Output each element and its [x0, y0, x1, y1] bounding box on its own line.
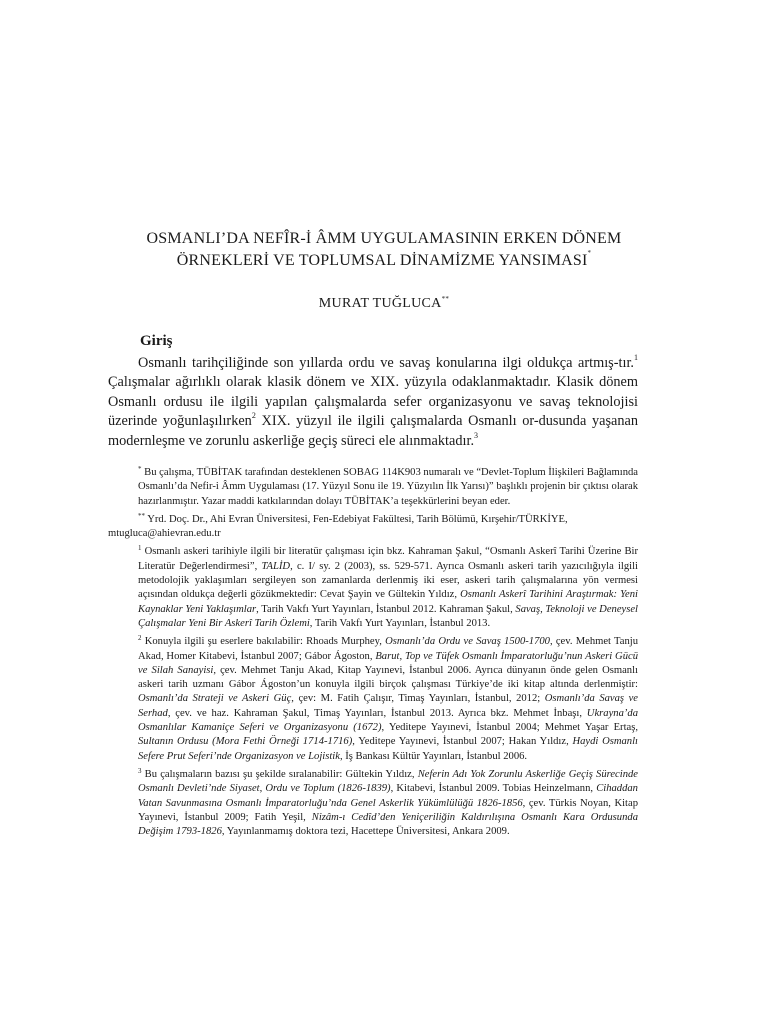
footnotes	[108, 466, 638, 843]
title-footnote-mark: *	[587, 249, 592, 257]
footnote-1: $^1$ Osmanlı askeri tarihiyle ilgili bir literatür çalışması için bkz. Kahraman Şakul, “Osmanlı Askerî Tarihi Üzerine Bir Literatür Değerlendirmesi”, TALİD, c. I/ sy. 2 (2003), ss. 529-571. Ayrıca Osmanlı askeri tarih yazıcılığıyla ilgili metodolojik yaklaşımları sergileyen son zamanlarda derlenmiş iki eser, askeri tarih çalışmalarına yön vermesi açısından oldukça değerli gözükmektedir: Cevat Şayin ve Gültekin Yıldız, Osmanlı Askerî Tarihini Araştırmak: Yeni Kaynaklar Yeni Yaklaşımlar, Tarih Vakfı Yurt Yayınları, İstanbul 2012. Kahraman Şakul, Savaş, Teknoloji ve Deneysel Çalışmalar Yeni Bir Askerî Tarih Özlemi, Tarih Vakfı Yurt Yayınları, İstanbul 2013.	[138, 544, 638, 629]
footnote-double-star: ** Yrd. Doç. Dr., Ahi Evran Üniversitesi, Fen-Edebiyat Fakültesi, Tarih Bölümü, Kırşehir/TÜRKİYE,	[138, 511, 568, 525]
author-name: MURAT TUĞLUCA**	[318, 295, 450, 311]
footnote-ref-3: 3	[474, 430, 479, 440]
article-title	[100, 228, 668, 272]
footnote-star: * Bu çalışma, TÜBİTAK tarafından desteklenen SOBAG 114K903 numaralı ve “Devlet-Toplum İlişkileri Bağlamında Osmanlı’da Nefir-i Âmm Uygulaması (17. Yüzyıl Sonu ile 19. Yüzyılın İlk Yarısı)” başlıklı projenin bir çıktısı olarak hazırlanmıştır. Yazar maddi katkılarından dolayı TÜBİTAK’a teşekkürlerini beyan eder.	[138, 465, 638, 507]
section-heading: Giriş	[140, 333, 173, 349]
author-footnote-mark: **	[441, 295, 450, 303]
title-line-2: ÖRNEKLERİ VE TOPLUMSAL DİNAMİZME YANSIMASI*	[176, 249, 592, 269]
footnote-ref-2: 2	[251, 411, 256, 421]
intro-paragraph: Osmanlı tarihçiliğinde son yıllarda ordu ve savaş konularına ilgi oldukça artmış-tır.$^1$ Çalışmalar ağırlıklı olarak klasik dönem ve XIX. yüzyıla odaklanmaktadır. Klasik dönem Osmanlı ordusu ile ilgili yapılan çalışmalarda sefer organizasyonu ve savaş teknolojisi üzerinde yoğunlaşılırken$^2$ XIX. yüzyıl ile ilgili çalışmalarda Osmanlı or-dusunda yaşanan modernleşme ve zorunlu askerliğe geçiş süreci ele alınmaktadır.$^3$	[108, 353, 639, 449]
author-email: mtugluca@ahievran.edu.tr	[108, 528, 221, 540]
footnote-2: $^2$ Konuyla ilgili şu eserlere bakılabilir: Rhoads Murphey, Osmanlı’da Ordu ve Savaş 1500-1700, çev. Mehmet Tanju Akad, Homer Kitabevi, İstanbul 2007; Gábor Ágoston, Barut, Top ve Tüfek Osmanlı İmparatorluğu’nun Askeri Gücü ve Silah Sanayisi, çev. Mehmet Tanju Akad, Kitap Yayınevi, İstanbul 2006. Ayrıca dünyanın önde gelen Osmanlı askeri tarih uzmanı Gábor Ágoston’un konuyla ilgili birçok çalışması Türkiye’de iki kitap altında derlenmiştir: Osmanlı’da Strateji ve Askeri Güç, çev: M. Fatih Çalışır, Timaş Yayınları, İstanbul, 2012; Osmanlı’da Savaş ve Serhad, çev. ve haz. Kahraman Şakul, Timaş Yayınları, İstanbul 2013. Ayrıca bkz. Mehmet İnbaşı, Ukrayna’da Osmanlılar Kamaniçe Seferi ve Organizasyonu (1672), Yeditepe Yayınevi, İstanbul 2004; Mehmet Yaşar Ertaş, Sultanın Ordusu (Mora Fethi Örneği 1714-1716), Yeditepe Yayınevi, İstanbul 2007; Hakan Yıldız, Haydi Osmanlı Sefere Prut Seferi’nde Organizasyon ve Lojistik, İş Bankası Kültür Yayınları, İstanbul 2006.	[138, 634, 638, 762]
footnote-ref-1: 1	[634, 353, 638, 362]
title-line-1: OSMANLI’DA NEFÎR-İ ÂMM UYGULAMASININ ERKEN DÖNEM	[146, 230, 622, 247]
footnote-3: $^3$ Bu çalışmaların bazısı şu şekilde sıralanabilir: Gültekin Yıldız, Neferin Adı Yok Zorunlu Askerliğe Geçiş Sürecinde Osmanlı Devleti’nde Siyaset, Ordu ve Toplum (1826-1839), Kitabevi, İstanbul 2009. Tobias Heinzelmann, Cihaddan Vatan Savunmasına Osmanlı İmparatorluğu’nda Genel Askerlik Yükümlülüğü 1826-1856, çev. Türkis Noyan, Kitap Yayınevi, İstanbul 2009; Fatih Yeşil, Nizâm-ı Cedîd’den Yeniçeriliğin Kaldırılışına Osmanlı Kara Ordusunda Değişim 1793-1826, Yayınlanmamış doktora tezi, Hacettepe Üniversitesi, Ankara 2009.	[138, 766, 638, 838]
